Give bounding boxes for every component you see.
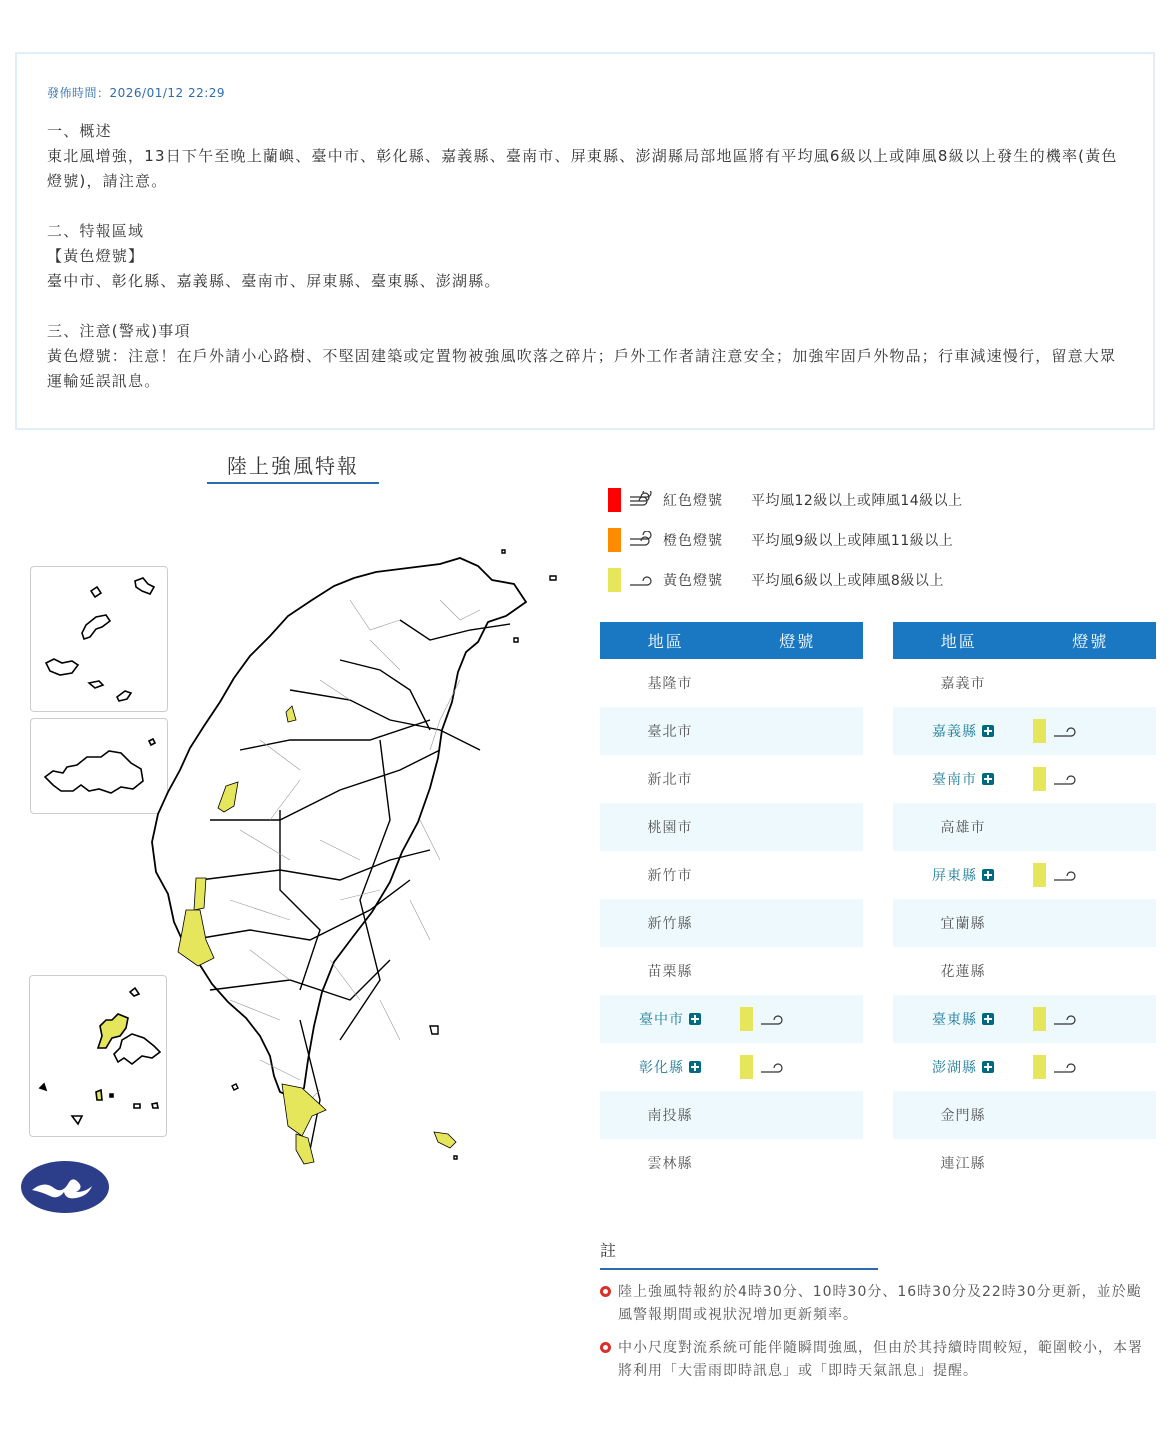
table-row <box>600 1139 863 1187</box>
col-area-header: 地區 <box>940 632 977 651</box>
region-label: 新竹縣 <box>647 916 693 932</box>
table-row <box>600 755 863 803</box>
taiwan-map[interactable] <box>0 480 600 1180</box>
bullet-icon <box>600 1286 611 1297</box>
region-label: 臺東縣 <box>932 1012 977 1028</box>
pengjia-islet <box>550 576 556 580</box>
green-island <box>430 1026 438 1034</box>
section1-title: 一、概述 <box>47 122 112 140</box>
legend-desc: 平均風6級以上或陣風8級以上 <box>751 573 944 589</box>
table-row <box>893 1091 1156 1139</box>
region-name <box>600 1105 740 1125</box>
bullet-icon <box>600 1342 611 1353</box>
publish-time: 發佈時間：2026/01/12 22:29 <box>47 86 226 100</box>
region-table-left <box>600 622 863 1187</box>
table-row <box>600 899 863 947</box>
legend-desc: 平均風9級以上或陣風11級以上 <box>751 533 954 549</box>
region-label: 連江縣 <box>940 1156 986 1172</box>
cwa-logo <box>20 1160 110 1214</box>
note-item <box>600 1281 1150 1327</box>
table-row <box>893 659 1156 707</box>
region-name[interactable] <box>600 1057 740 1077</box>
signal-cell <box>1033 719 1079 743</box>
signal-cell <box>740 1055 786 1079</box>
map-title: 陸上強風特報 <box>207 450 379 484</box>
taiwan-island <box>152 558 526 1098</box>
yellow-signal-swatch <box>1033 1055 1046 1079</box>
lanyu-island <box>434 1132 456 1148</box>
section3-body: 黃色燈號：注意！在戶外請小心路樹、不堅固建築或定置物被強風吹落之碎片；戶外工作者請注意安全；加強牢固戶外物品；行車減速慢行，留意大眾運輸延誤訊息。 <box>47 347 1117 390</box>
region-label: 苗栗縣 <box>647 964 693 980</box>
region-name <box>600 961 740 981</box>
region-name[interactable] <box>893 1009 1033 1029</box>
notes-title: 註 <box>600 1241 618 1260</box>
region-name[interactable] <box>893 769 1033 789</box>
expand-plus-icon[interactable] <box>982 1013 994 1025</box>
wind-light-icon <box>760 1010 786 1028</box>
yellow-signal-swatch <box>1033 1007 1046 1031</box>
table-row <box>600 659 863 707</box>
region-name <box>893 1105 1033 1125</box>
wind-light-icon <box>629 571 655 589</box>
region-name <box>600 1153 740 1173</box>
col-area-header: 地區 <box>647 632 684 651</box>
region-label: 嘉義縣 <box>932 724 977 740</box>
legend-swatch <box>608 488 621 512</box>
wind-medium-icon <box>629 531 655 549</box>
expand-plus-icon[interactable] <box>982 1061 994 1073</box>
guishan-island <box>514 638 518 642</box>
legend-name: 橙色燈號 <box>663 533 723 549</box>
table-row <box>893 899 1156 947</box>
section2-title: 二、特報區域 <box>47 222 145 240</box>
notes-divider <box>600 1268 878 1270</box>
region-name <box>600 817 740 837</box>
table-row <box>893 755 1156 803</box>
legend-swatch <box>608 568 621 592</box>
region-table-right <box>893 622 1156 1187</box>
region-name <box>600 865 740 885</box>
table-row <box>893 947 1156 995</box>
wind-strong-icon <box>629 491 655 509</box>
region-label: 新竹市 <box>647 868 693 884</box>
table-header <box>893 622 1156 659</box>
wind-light-icon <box>1053 1010 1079 1028</box>
note-text: 中小尺度對流系統可能伴隨瞬間強風，但由於其持續時間較短，範圍較小，本署將利用「大雷雨即時訊息」或「即時天氣訊息」提醒。 <box>618 1340 1143 1379</box>
region-label: 宜蘭縣 <box>940 916 986 932</box>
legend-desc: 平均風12級以上或陣風14級以上 <box>751 493 963 509</box>
liuqiu-island <box>232 1084 238 1090</box>
legend-item <box>608 488 963 512</box>
note-text: 陸上強風特報約於4時30分、10時30分、16時30分及22時30分更新，並於颱風警報期間或視狀況增加更新頻率。 <box>618 1284 1142 1323</box>
table-header <box>600 622 863 659</box>
legend-item <box>608 528 953 552</box>
region-label: 臺南市 <box>932 772 977 788</box>
region-label: 金門縣 <box>940 1108 986 1124</box>
yellow-signal-swatch <box>1033 863 1046 887</box>
region-label: 澎湖縣 <box>932 1060 977 1076</box>
region-name <box>600 673 740 693</box>
region-label: 嘉義市 <box>940 676 986 692</box>
expand-plus-icon[interactable] <box>689 1013 701 1025</box>
region-name <box>893 1153 1033 1173</box>
signal-cell <box>1033 767 1079 791</box>
expand-plus-icon[interactable] <box>689 1061 701 1073</box>
table-row <box>893 995 1156 1043</box>
mianhua-islet <box>502 550 505 553</box>
wind-light-icon <box>1053 866 1079 884</box>
wind-light-icon <box>1053 1058 1079 1076</box>
yellow-signal-swatch <box>1033 719 1046 743</box>
table-row <box>600 707 863 755</box>
region-name <box>600 721 740 741</box>
expand-plus-icon[interactable] <box>982 869 994 881</box>
region-name <box>893 673 1033 693</box>
yellow-signal-swatch <box>1033 767 1046 791</box>
hengchun-coast <box>296 1134 314 1164</box>
legend-item <box>608 568 944 592</box>
region-label: 高雄市 <box>940 820 986 836</box>
table-row <box>893 803 1156 851</box>
region-name[interactable] <box>893 865 1033 885</box>
signal-cell <box>1033 863 1079 887</box>
region-label: 臺北市 <box>647 724 693 740</box>
signal-cell <box>1033 1007 1079 1031</box>
region-name <box>893 913 1033 933</box>
expand-plus-icon[interactable] <box>982 725 994 737</box>
table-row <box>600 803 863 851</box>
signal-cell <box>740 1007 786 1031</box>
table-row <box>600 995 863 1043</box>
region-name[interactable] <box>893 721 1033 741</box>
region-label: 新北市 <box>647 772 693 788</box>
region-label: 臺中市 <box>639 1012 684 1028</box>
region-name[interactable] <box>600 1009 740 1029</box>
region-label: 彰化縣 <box>639 1060 684 1076</box>
table-row <box>600 947 863 995</box>
legend-name: 黃色燈號 <box>663 573 723 589</box>
table-row <box>893 707 1156 755</box>
region-name[interactable] <box>893 1057 1033 1077</box>
region-label: 桃園市 <box>647 820 693 836</box>
legend-swatch <box>608 528 621 552</box>
region-name <box>893 961 1033 981</box>
region-label: 屏東縣 <box>932 868 977 884</box>
wind-light-icon <box>629 571 655 589</box>
section1-body: 東北風增強，13日下午至晚上蘭嶼、臺中市、彰化縣、嘉義縣、臺南市、屏東縣、澎湖縣局部地區將有平均風6級以上或陣風8級以上發生的機率(黃色燈號)，請注意。 <box>47 147 1118 190</box>
region-label: 花蓮縣 <box>940 964 986 980</box>
region-name <box>893 817 1033 837</box>
bulletin-box <box>15 52 1155 430</box>
col-signal-header: 燈號 <box>1072 632 1109 651</box>
table-row <box>893 851 1156 899</box>
region-name <box>600 769 740 789</box>
col-signal-header: 燈號 <box>779 632 816 651</box>
wind-light-icon <box>1053 770 1079 788</box>
pingtung-coast <box>282 1084 326 1136</box>
yellow-signal-swatch <box>740 1055 753 1079</box>
table-row <box>600 1091 863 1139</box>
table-row <box>893 1139 1156 1187</box>
region-label: 雲林縣 <box>647 1156 693 1172</box>
region-label: 基隆市 <box>647 676 693 692</box>
chiayi-coast <box>194 878 206 910</box>
wind-light-icon <box>1053 722 1079 740</box>
wind-strong-icon <box>629 491 655 509</box>
section2-body: 臺中市、彰化縣、嘉義縣、臺南市、屏東縣、臺東縣、澎湖縣。 <box>47 272 501 290</box>
section2-subtitle: 【黃色燈號】 <box>47 247 145 265</box>
legend-name: 紅色燈號 <box>663 493 723 509</box>
wind-light-icon <box>760 1058 786 1076</box>
region-name <box>600 913 740 933</box>
yellow-signal-swatch <box>740 1007 753 1031</box>
section3-title: 三、注意(警戒)事項 <box>47 322 191 340</box>
note-item <box>600 1337 1150 1383</box>
region-label: 南投縣 <box>647 1108 693 1124</box>
expand-plus-icon[interactable] <box>982 773 994 785</box>
table-row <box>600 851 863 899</box>
table-row <box>893 1043 1156 1091</box>
qixingyan-islet <box>454 1156 457 1159</box>
signal-cell <box>1033 1055 1079 1079</box>
table-row <box>600 1043 863 1091</box>
wind-medium-icon <box>629 531 655 549</box>
